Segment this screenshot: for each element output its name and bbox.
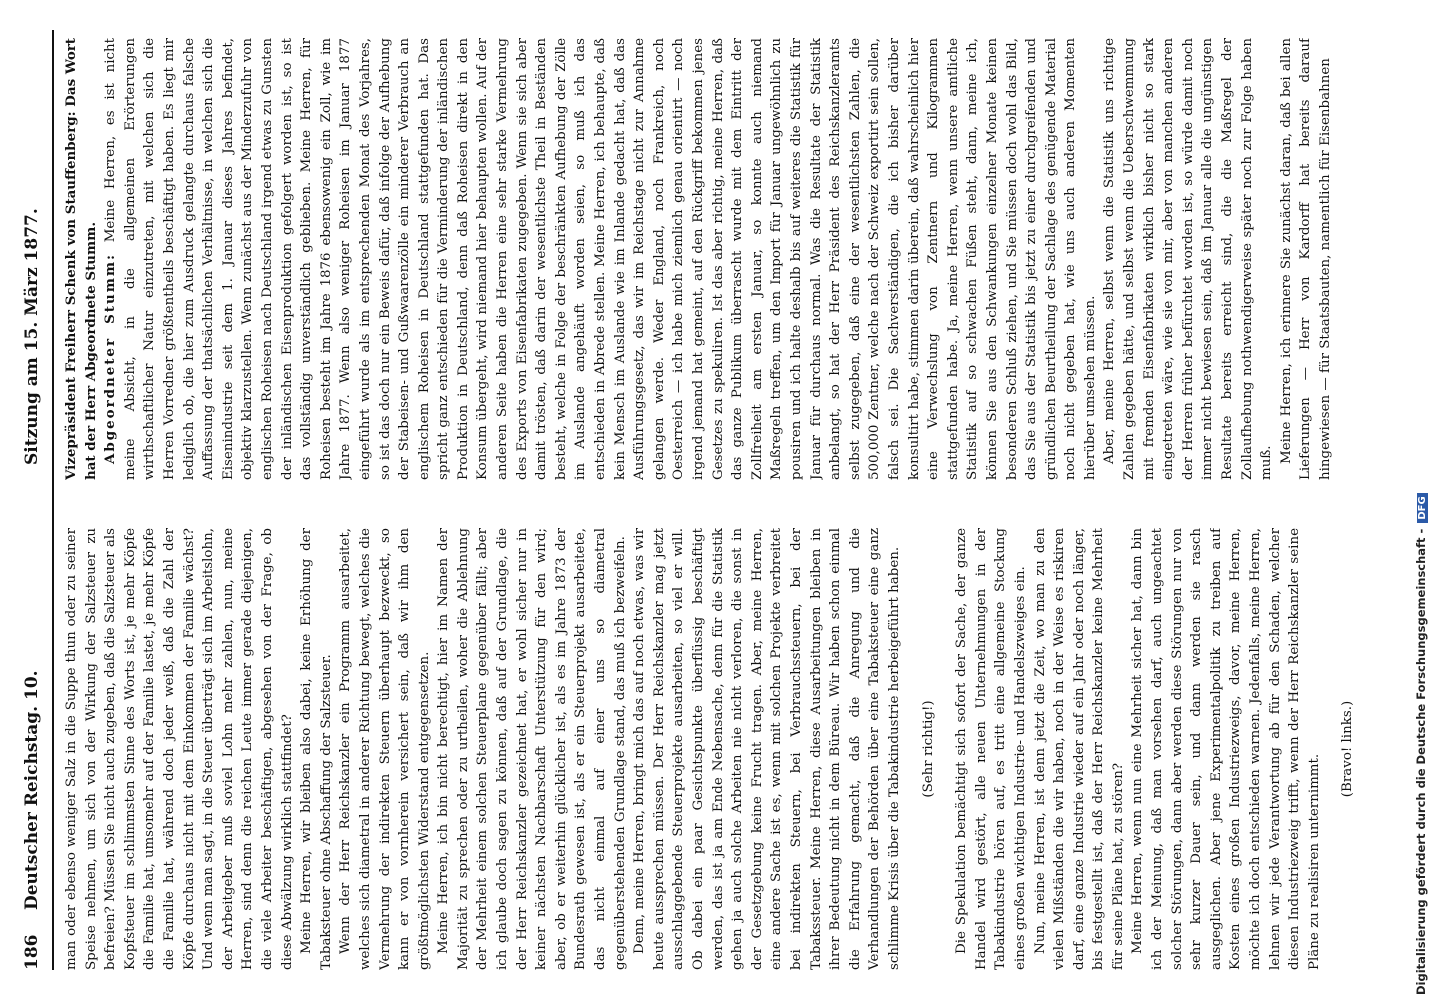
paragraph-text: Meine Herren, es ist nicht meine Absicht, in die allgemeinen Erörterungen wirthschaftlicher Natur einzutreten, mit welchen sich die Herren Vorredner größtentheils beschäftigt haben. Es liegt mir lediglich ob, die hier zum Ausdruck gelangte durchaus falsche Auffassung der thatsächlichen Verhältnisse, in welchen sich die Eisenindustrie seit dem 1. Januar dieses Jahres befindet, objektiv klarzustellen. Wenn zunächst aus der Minderzufuhr von englischen Roheisen nach Deutschland irgend etwas zu Gunsten der inländischen Eisenproduktion gefolgert worden ist, so ist das vollständig unverständlich geblieben. Meine Herren, für Roheisen besteht im Jahre 1876 ebensowenig ein Zoll, wie im Jahre 1877. Wenn also weniger Roheisen im Januar 1877 eingeführt wurde als im entsprechenden Monat des Vorjahres, so ist das doch nur ein Beweis dafür, daß infolge der Aufhebung der Stabeisen- und Gußwaarenzölle ein minderer Verbrauch an englischem Roheisen in Deutschland stattgefunden hat. Das spricht ganz entschieden für die Verminderung der inländischen Produktion in Deutschland, denn daß Roheisen direkt in den Konsum übergeht, wird niemand hier behaupten wollen. Auf der anderen Seite haben die Herren eine sehr starke Vermehrung des Exports von Eisenfabrikaten zugegeben. Wenn sie sich aber damit trösten, daß darin der wesentlichste Theil in Beständen besteht, welche in Folge der beschränkten Aufhebung der Zölle im Auslande angehäuft worden seien, so muß ich das entschieden in Abrede stellen. Meine Herren, ich behaupte, daß kein Mensch im Auslande wie im Inlande gedacht hat, daß das Ausführungsgesetz, das wir im Reichstage nicht zur Annahme gelangen werde. Weder England, noch Frankreich, noch Oesterreich — ich habe mich ziemlich genau orientirt — noch irgend jemand hat gemeint, auf den Rückgriff bekommen jenes Gesetzes zu spekuliren. Ist das aber richtig, meine Herren, daß das ganze Publikum überrascht wurde mit dem Eintritt der Zollfreiheit am ersten Januar, so konnte auch niemand Maßregeln treffen, um den Import für Januar ungewöhnlich zu pousiren und ich halte deshalb bis auf weiteres die Statistik für Januar für durchaus normal. Was die Resultate der Statistik anbelangt, so hat der Herr Präsident des Reichskanzleramts selbst zugegeben, daß eine der wesentlichsten Zahlen, die 500,000 Zentner, welche nach der Schweiz exportirt sein sollen, falsch sei. Die Sachverständigen, die ich bisher darüber konsultirt habe, stimmen darin überein, daß wahrscheinlich hier eine Verwechslung von Zentnern und Kilogrammen stattgefunden habe. Ja, meine Herren, wenn unsere amtliche Statistik auf so schwachen Füßen steht, dann, meine ich, können Sie aus den Schwankungen einzelner Monate keinen besonderen Schluß ziehen, und Sie müssen doch wohl das Bild, das Sie aus der Statistik bis jetzt zu einer durchgreifenden und gründlichen Beurtheilung der Sachlage des genügende Material noch nicht gegeben hat, wie uns auch anderen Momenten hierüber umsehen müssen.	[103, 38, 1098, 480]
paragraph: Wenn der Herr Reichskanzler ein Programm ausarbeitet, welches sich diametral in anderer Richtung bewegt, welches die Vermehrung der indirekten Steuern überhaupt bezweckt, so kann er von vornherein versichert sein, daß wir ihm den größtmöglichsten Widerstand entgegensetzen.	[338, 528, 432, 970]
paragraph: Meine Herren, wenn nun eine Mehrheit sicher hat, dann bin ich der Meinung, daß man vorsehen darf, auch ungeachtet solcher Störungen, dann aber werden diese Störungen nur von sehr kurzer Dauer sein, und dann werden sie rasch ausgeglichen. Aber jene Experimentalpolitik zu treiben auf Kosten eines großen Industriezweigs, davor, meine Herren, möchte ich doch entschieden warnen. Jedenfalls, meine Herren, lehnen wir jede Verantwortung ab für den Schaden, welcher diesen Industriezweig trifft, wenn der Herr Reichskanzler seine Pläne zu realisiren unternimmt.	[1130, 528, 1322, 970]
paragraph: Aber, meine Herren, selbst wenn die Statistik uns richtige Zahlen gegeben hätte, und selbst wenn die Ueberschwemmung mit fremden Eisenfabrikaten wirklich bisher nicht so stark eingetreten wäre, wie sie von mir, aber von manchen anderen der Herren früher befürchtet worden ist, so würde damit noch immer nicht bewiesen sein, daß im Januar alle die ungünstigen Resultate bereits erreicht sind, die die Maßregel der Zollaufhebung nothwendigerweise später noch zur Folge haben muß.	[1102, 38, 1275, 480]
paragraph	[101, 38, 1100, 480]
digitization-credit	[1414, 15, 1430, 995]
session-date: Sitzung am 15. März 1877.	[22, 208, 42, 465]
paragraph: Denn, meine Herren, bringt mich das auf noch etwas, was wir heute aussprechen müssen. Der Herr Reichskanzler mag jetzt ausschlaggebende Steuerprojekte ausarbeiten, so viel er will. Ob dabei ein paar Gesichtspunkte überflüssig beschäftigt werden, das ist ja am Ende Nebensache, denn für die Statistik gehen ja auch solche Arbeiten nie nicht verloren, die sonst in der Gesetzgebung keine Frucht tragen. Aber, meine Herren, eine andere Sache ist es, wenn mit solchen Projekte verbreitet bei indirekten Steuern, bei Verbrauchssteuern, bei der Tabakssteuer. Meine Herren, diese Ausarbeitungen bleiben in ihrer Bedeutung nicht in dem Büreau. Wir haben schon einmal die Erfahrung gemacht, daß die Anregung und die Verhandlungen der Behörden über eine Tabaksteuer eine ganz schlimme Krisis über die Tabakindustrie herbeigeführt haben.	[632, 528, 902, 970]
paragraph: Die Spekulation bemächtigt sich sofort der Sache, der ganze Handel wird gestört, alle neuen Unternehmungen in der Tabakindustrie hören auf, es tritt eine allgemeine Stockung eines großen wichtigen Industrie- und Handelszweiges ein.	[954, 528, 1028, 970]
applause-note: (Sehr richtig!)	[920, 700, 936, 798]
paragraph: Meine Herren, ich bin nicht berechtigt, hier im Namen der Majorität zu sprechen oder zu urtheilen, woher die Ablehnung der Mehrheit einem solchen Steuerplane gegenüber fällt; aber ich glaube doch sagen zu können, daß auf der Grundlage, die der Herr Reichskanzler gezeichnet hat, er wohl sicher nur in keiner nächsten Nachbarschaft Unterstützung für den wird; aber, ob er weiterhin glücklicher ist, als es im Jahre 1873 der Bundesrath gewesen ist, als er ein Steuerprojekt ausarbeitete, das nicht einmal auf einer uns so diametral gegenüberstehenden Grundlage stand, das muß ich bezweifeln.	[436, 528, 628, 970]
applause-note: (Bravo! links.)	[1340, 700, 1356, 798]
credit-text: Digitalisierung gefördert durch die Deutsche Forschungsgemeinschaft -	[1414, 528, 1428, 995]
speaker-intro: Vizepräsident Freiherr Schenk von Stauffenberg: Das Wort hat der Herr Abgeordnete Stumm.	[63, 38, 99, 480]
page-header	[18, 30, 54, 970]
paragraph: Meine Herren, wir bleiben also dabei, keine Erhöhung der Tabaksteuer ohne Abschaffung der Salzsteuer.	[299, 528, 334, 970]
left-column	[62, 528, 1392, 970]
publication-title: Deutscher Reichstag. 10.	[22, 670, 42, 910]
page-number: 186	[22, 934, 42, 970]
speaker-name: Abgeordneter Stumm:	[102, 253, 119, 464]
dfg-logo: DFG	[1417, 493, 1428, 522]
right-column	[62, 38, 1392, 480]
paragraph: Nun, meine Herren, ist denn jetzt die Zeit, wo man zu den vielen Mißständen die wir haben, noch in der Weise es riskiren darf, eine ganze Industrie wieder auf ein Jahr oder noch länger, bis festgestellt ist, daß der Herr Reichskanzler keine Mehrheit für seine Pläne hat, zu stören?	[1032, 528, 1126, 970]
paragraph: Meine Herren, ich erinnere Sie zunächst daran, daß bei allen Lieferungen — Herr von Kardorff hat bereits darauf hingewiesen — für Staatsbauten, namentlich für Eisenbahnen	[1278, 38, 1333, 480]
paragraph: man oder ebenso weniger Salz in die Suppe thun oder zu seiner Speise nehmen, um sich von der Wirkung der Salzsteuer zu befreien? Müssen Sie nicht auch zugeben, daß die Salzsteuer als Kopfsteuer im schlimmsten Sinne des Worts ist, je mehr Köpfe die Familie hat, umsomehr auf der Familie lastet, je mehr Köpfe die Familie hat, während doch jeder weiß, daß die Zahl der Köpfe durchaus nicht mit dem Einkommen der Familie wächst? Und wenn man sagt, in die Steuer überträgt sich im Arbeitslohn, der Arbeitgeber muß soviel Lohn mehr zahlen, nun, meine Herren, sind denn die reichen Leute immer gerade diejenigen, die viele Arbeiter beschäftigen, abgesehen von der Frage, ob diese Abwälzung wirklich stattfindet?	[64, 528, 295, 970]
